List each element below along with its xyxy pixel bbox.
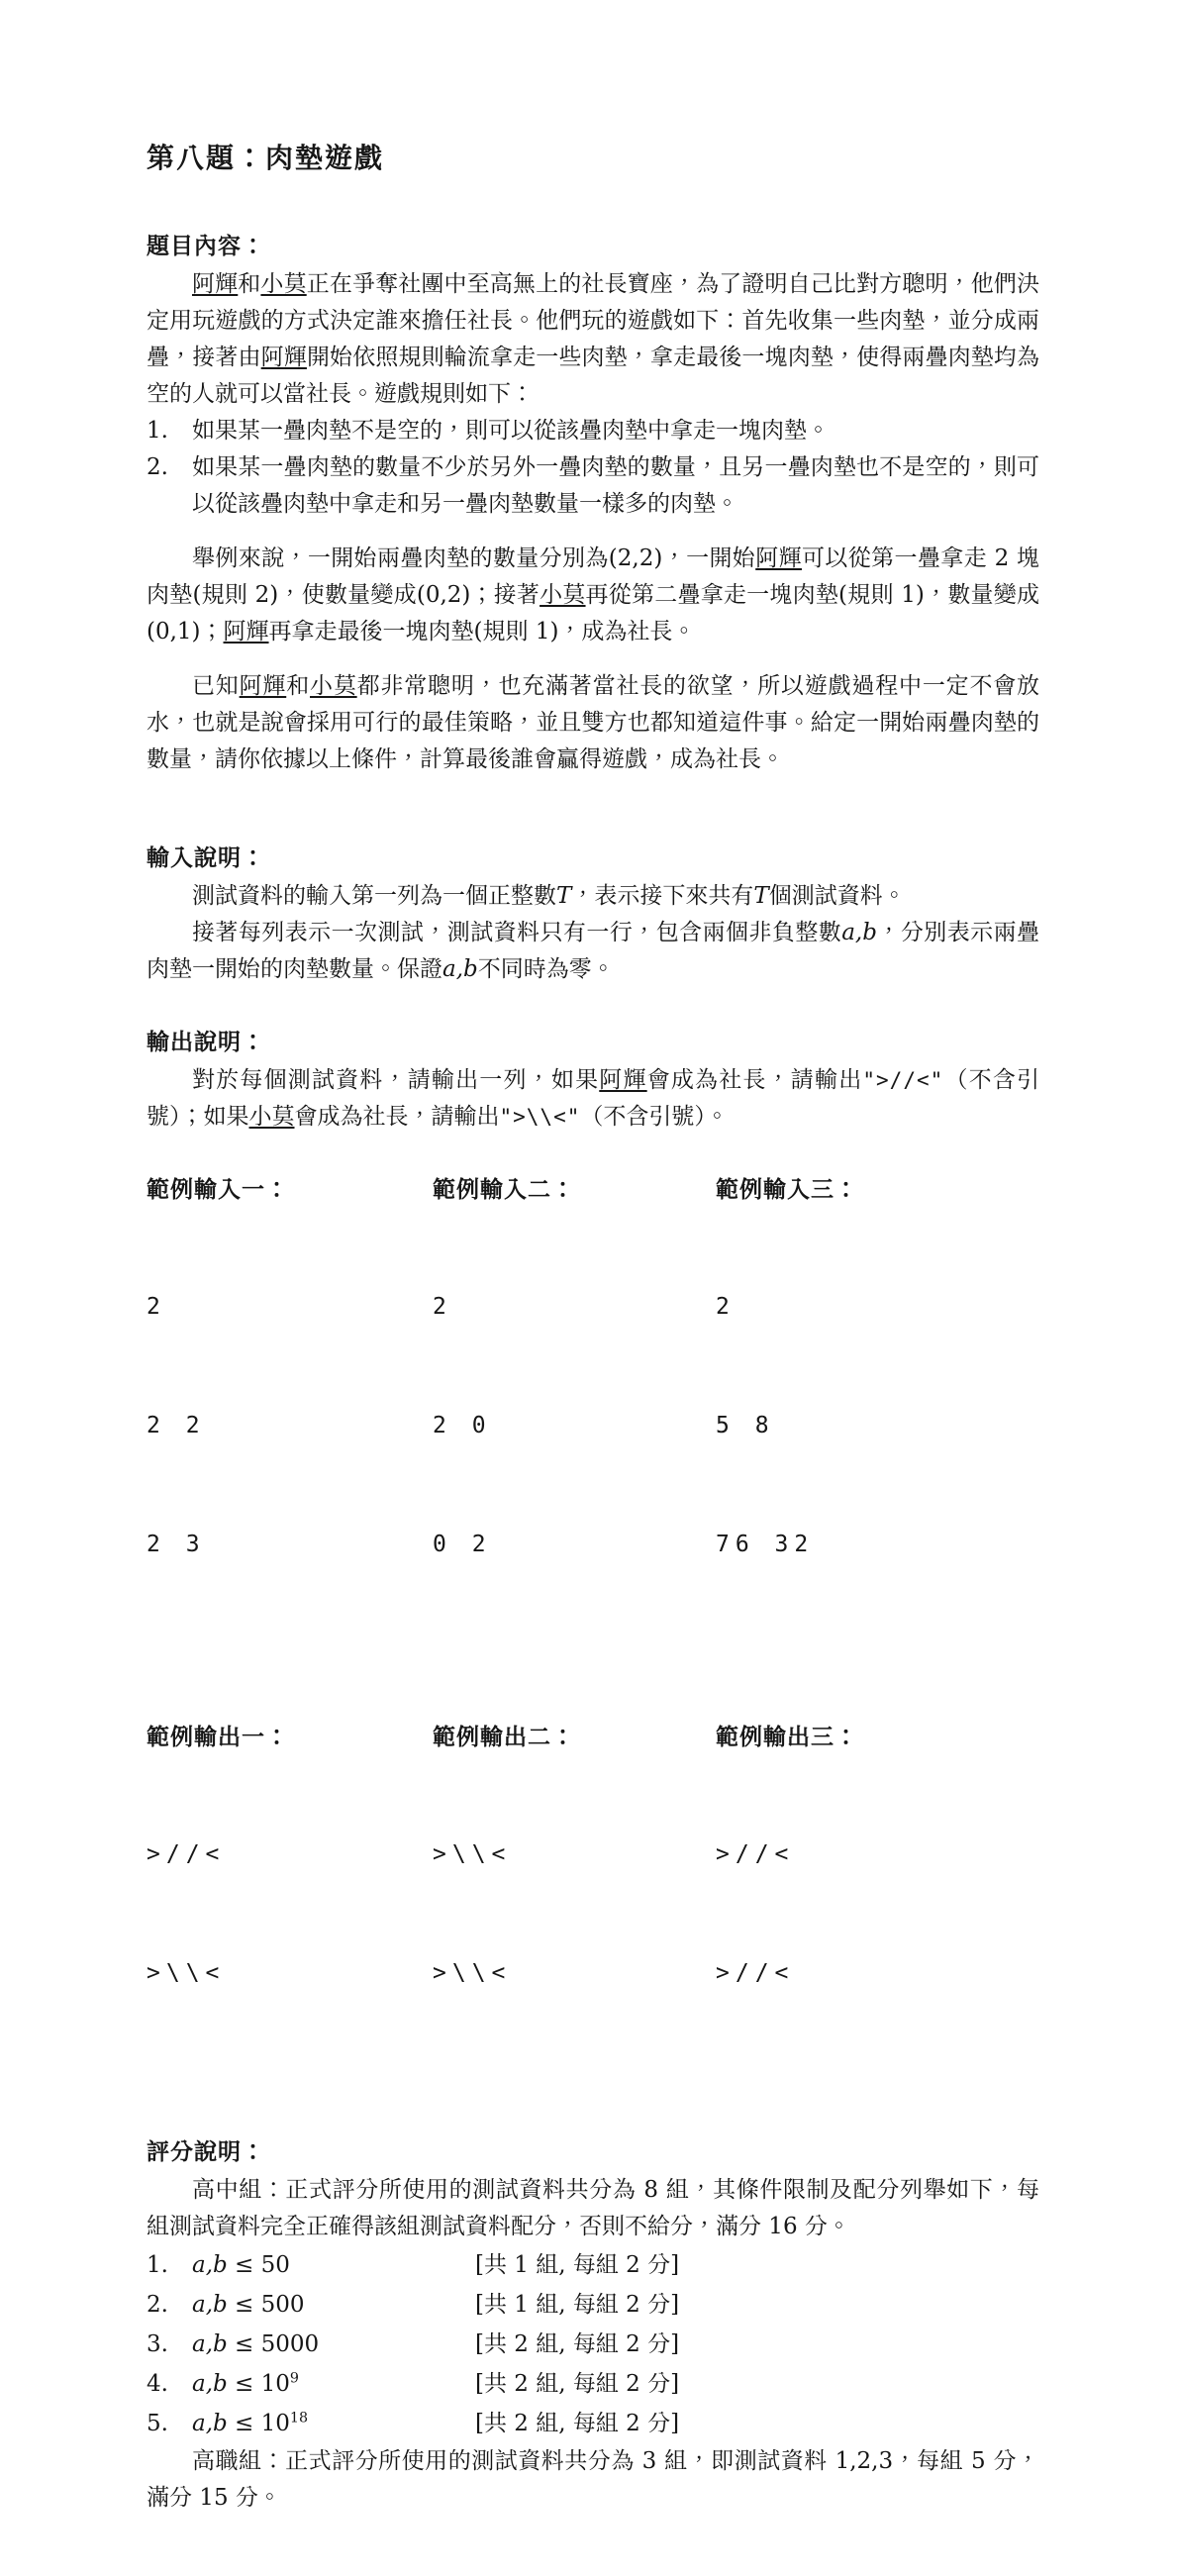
scoring-number: 3.: [147, 2331, 168, 2357]
section-heading-problem: 題目內容：: [147, 233, 265, 259]
scoring-number: 5.: [147, 2411, 168, 2436]
sample-line: >//<: [716, 1841, 795, 1867]
sample-output-lines: [433, 1755, 716, 2072]
scoring-item: [147, 2404, 1039, 2443]
sample-output-heading: 範例輸出二：: [433, 1724, 575, 1750]
rules-list: [147, 413, 1039, 523]
sample-input-block-3: [716, 1171, 1039, 1643]
sample-input-lines: [147, 1208, 433, 1643]
section-heading-scoring: 評分說明：: [147, 2138, 265, 2165]
rule-number: 1.: [147, 418, 168, 444]
scoring-paragraph-1: 高中組：正式評分所使用的測試資料共分為 8 組，其條件限制及配分列舉如下，每組測試資料完全正確得該組測試資料配分，否則不給分，滿分 16 分。: [147, 2177, 1039, 2239]
scoring-points: [共 1 組, 每組 2 分]: [475, 2292, 680, 2318]
sample-output-block-3: [716, 1719, 1039, 2072]
sample-output-block-1: [147, 1719, 433, 2072]
sample-input-lines: [716, 1208, 1039, 1643]
sample-line: >//<: [147, 1841, 226, 1867]
output-paragraph-1: 對於每個測試資料，請輸出一列，如果阿輝會成為社長，請輸出">//<"（不含引號）；如果小莫會成為社長，請輸出">\\<"（不含引號）。: [147, 1067, 1040, 1130]
sample-line: 2: [716, 1294, 736, 1320]
scoring-points: [共 2 組, 每組 2 分]: [475, 2411, 680, 2436]
rule-text: 如果某一疊肉墊的數量不少於另外一疊肉墊的數量，且另一疊肉墊也不是空的，則可以從該疊肉墊中拿走和另一疊肉墊數量一樣多的肉墊。: [192, 454, 1039, 517]
sample-line: 2: [147, 1294, 166, 1320]
sample-line: 2: [433, 1294, 452, 1320]
sample-line: 5 8: [716, 1413, 775, 1438]
sample-line: 2 0: [433, 1413, 492, 1438]
scoring-list: [147, 2245, 1039, 2443]
sample-input-heading: 範例輸入三：: [716, 1176, 858, 1203]
sample-output-heading: 範例輸出三：: [716, 1724, 858, 1750]
sample-line: 76 32: [716, 1532, 815, 1557]
sample-line: >\\<: [433, 1960, 512, 1986]
scoring-paragraph-2: 高職組：正式評分所使用的測試資料共分為 3 組，即測試資料 1,2,3，每組 5 分，滿分 15 分。: [147, 2448, 1039, 2511]
sample-line: >//<: [716, 1960, 795, 1986]
scoring-condition: $a,b \le 10^{18}$: [192, 2410, 309, 2436]
problem-paragraph-example: 舉例來說，一開始兩疊肉墊的數量分別為(2,2)，一開始阿輝可以從第一疊拿走 2 塊肉墊(規則 2)，使數量變成(0,2)；接著小莫再從第二疊拿走一塊肉墊(規則 1)，數量變成(0,1)；阿輝再拿走最後一塊肉墊(規則 1)，成為社長。: [147, 545, 1040, 644]
scoring-points: [共 1 組, 每組 2 分]: [475, 2252, 680, 2278]
scoring-number: 2.: [147, 2292, 168, 2318]
sample-input-heading: 範例輸入二：: [433, 1176, 575, 1203]
problem-paragraph-strategy: 已知阿輝和小莫都非常聰明，也充滿著當社長的欲望，所以遊戲過程中一定不會放水，也就是說會採用可行的最佳策略，並且雙方也都知道這件事。給定一開始兩疊肉墊的數量，請你依據以上條件，計算最後誰會贏得遊戲，成為社長。: [147, 673, 1040, 772]
problem-paragraph-1: 阿輝和小莫正在爭奪社團中至高無上的社長寶座，為了證明自己比對方聰明，他們決定用玩遊戲的方式決定誰來擔任社長。他們玩的遊戲如下：首先收集一些肉墊，並分成兩疊，接著由阿輝開始依照規則輪流拿走一些肉墊，拿走最後一塊肉墊，使得兩疊肉墊均為空的人就可以當社長。遊戲規則如下：: [147, 271, 1040, 407]
scoring-points: [共 2 組, 每組 2 分]: [475, 2331, 680, 2357]
sample-line: >\\<: [147, 1960, 226, 1986]
scoring-number: 1.: [147, 2252, 168, 2278]
sample-input-block-2: [433, 1171, 716, 1643]
sample-output-block-2: [433, 1719, 716, 2072]
rule-item: [147, 449, 1039, 523]
sample-inputs-row: [147, 1171, 1039, 1643]
sample-input-block-1: [147, 1171, 433, 1643]
sample-line: 2 3: [147, 1532, 206, 1557]
section-heading-input: 輸入說明：: [147, 844, 265, 871]
scoring-item: [147, 2325, 1039, 2364]
page-title: 第八題：肉墊遊戲: [147, 142, 385, 174]
input-paragraph-1: 測試資料的輸入第一列為一個正整數T，表示接下來共有T個測試資料。: [192, 883, 906, 909]
sample-output-heading: 範例輸出一：: [147, 1724, 289, 1750]
scoring-condition: $a,b \le 10^9$: [192, 2370, 299, 2397]
scoring-item: [147, 2285, 1039, 2325]
rule-text: 如果某一疊肉墊不是空的，則可以從該疊肉墊中拿走一塊肉墊。: [192, 418, 830, 444]
section-heading-output: 輸出說明：: [147, 1029, 265, 1055]
sample-input-heading: 範例輸入一：: [147, 1176, 289, 1203]
sample-output-lines: [147, 1755, 433, 2072]
rule-item: [147, 413, 1039, 449]
scoring-number: 4.: [147, 2371, 168, 2397]
sample-line: >\\<: [433, 1841, 512, 1867]
scoring-item: [147, 2364, 1039, 2404]
scoring-condition: a,b ≤ 50: [192, 2252, 290, 2278]
scoring-condition: a,b ≤ 500: [192, 2292, 305, 2318]
rule-number: 2.: [147, 454, 168, 480]
sample-output-lines: [716, 1755, 1039, 2072]
sample-line: 2 2: [147, 1413, 206, 1438]
input-paragraph-2: 接著每列表示一次測試，測試資料只有一行，包含兩個非負整數a,b，分別表示兩疊肉墊一開始的肉墊數量。保證a,b不同時為零。: [147, 920, 1040, 982]
scoring-item: [147, 2245, 1039, 2285]
scoring-condition: a,b ≤ 5000: [192, 2331, 320, 2357]
sample-line: 0 2: [433, 1532, 492, 1557]
sample-input-lines: [433, 1208, 716, 1643]
sample-outputs-row: [147, 1719, 1039, 2072]
scoring-points: [共 2 組, 每組 2 分]: [475, 2371, 680, 2397]
